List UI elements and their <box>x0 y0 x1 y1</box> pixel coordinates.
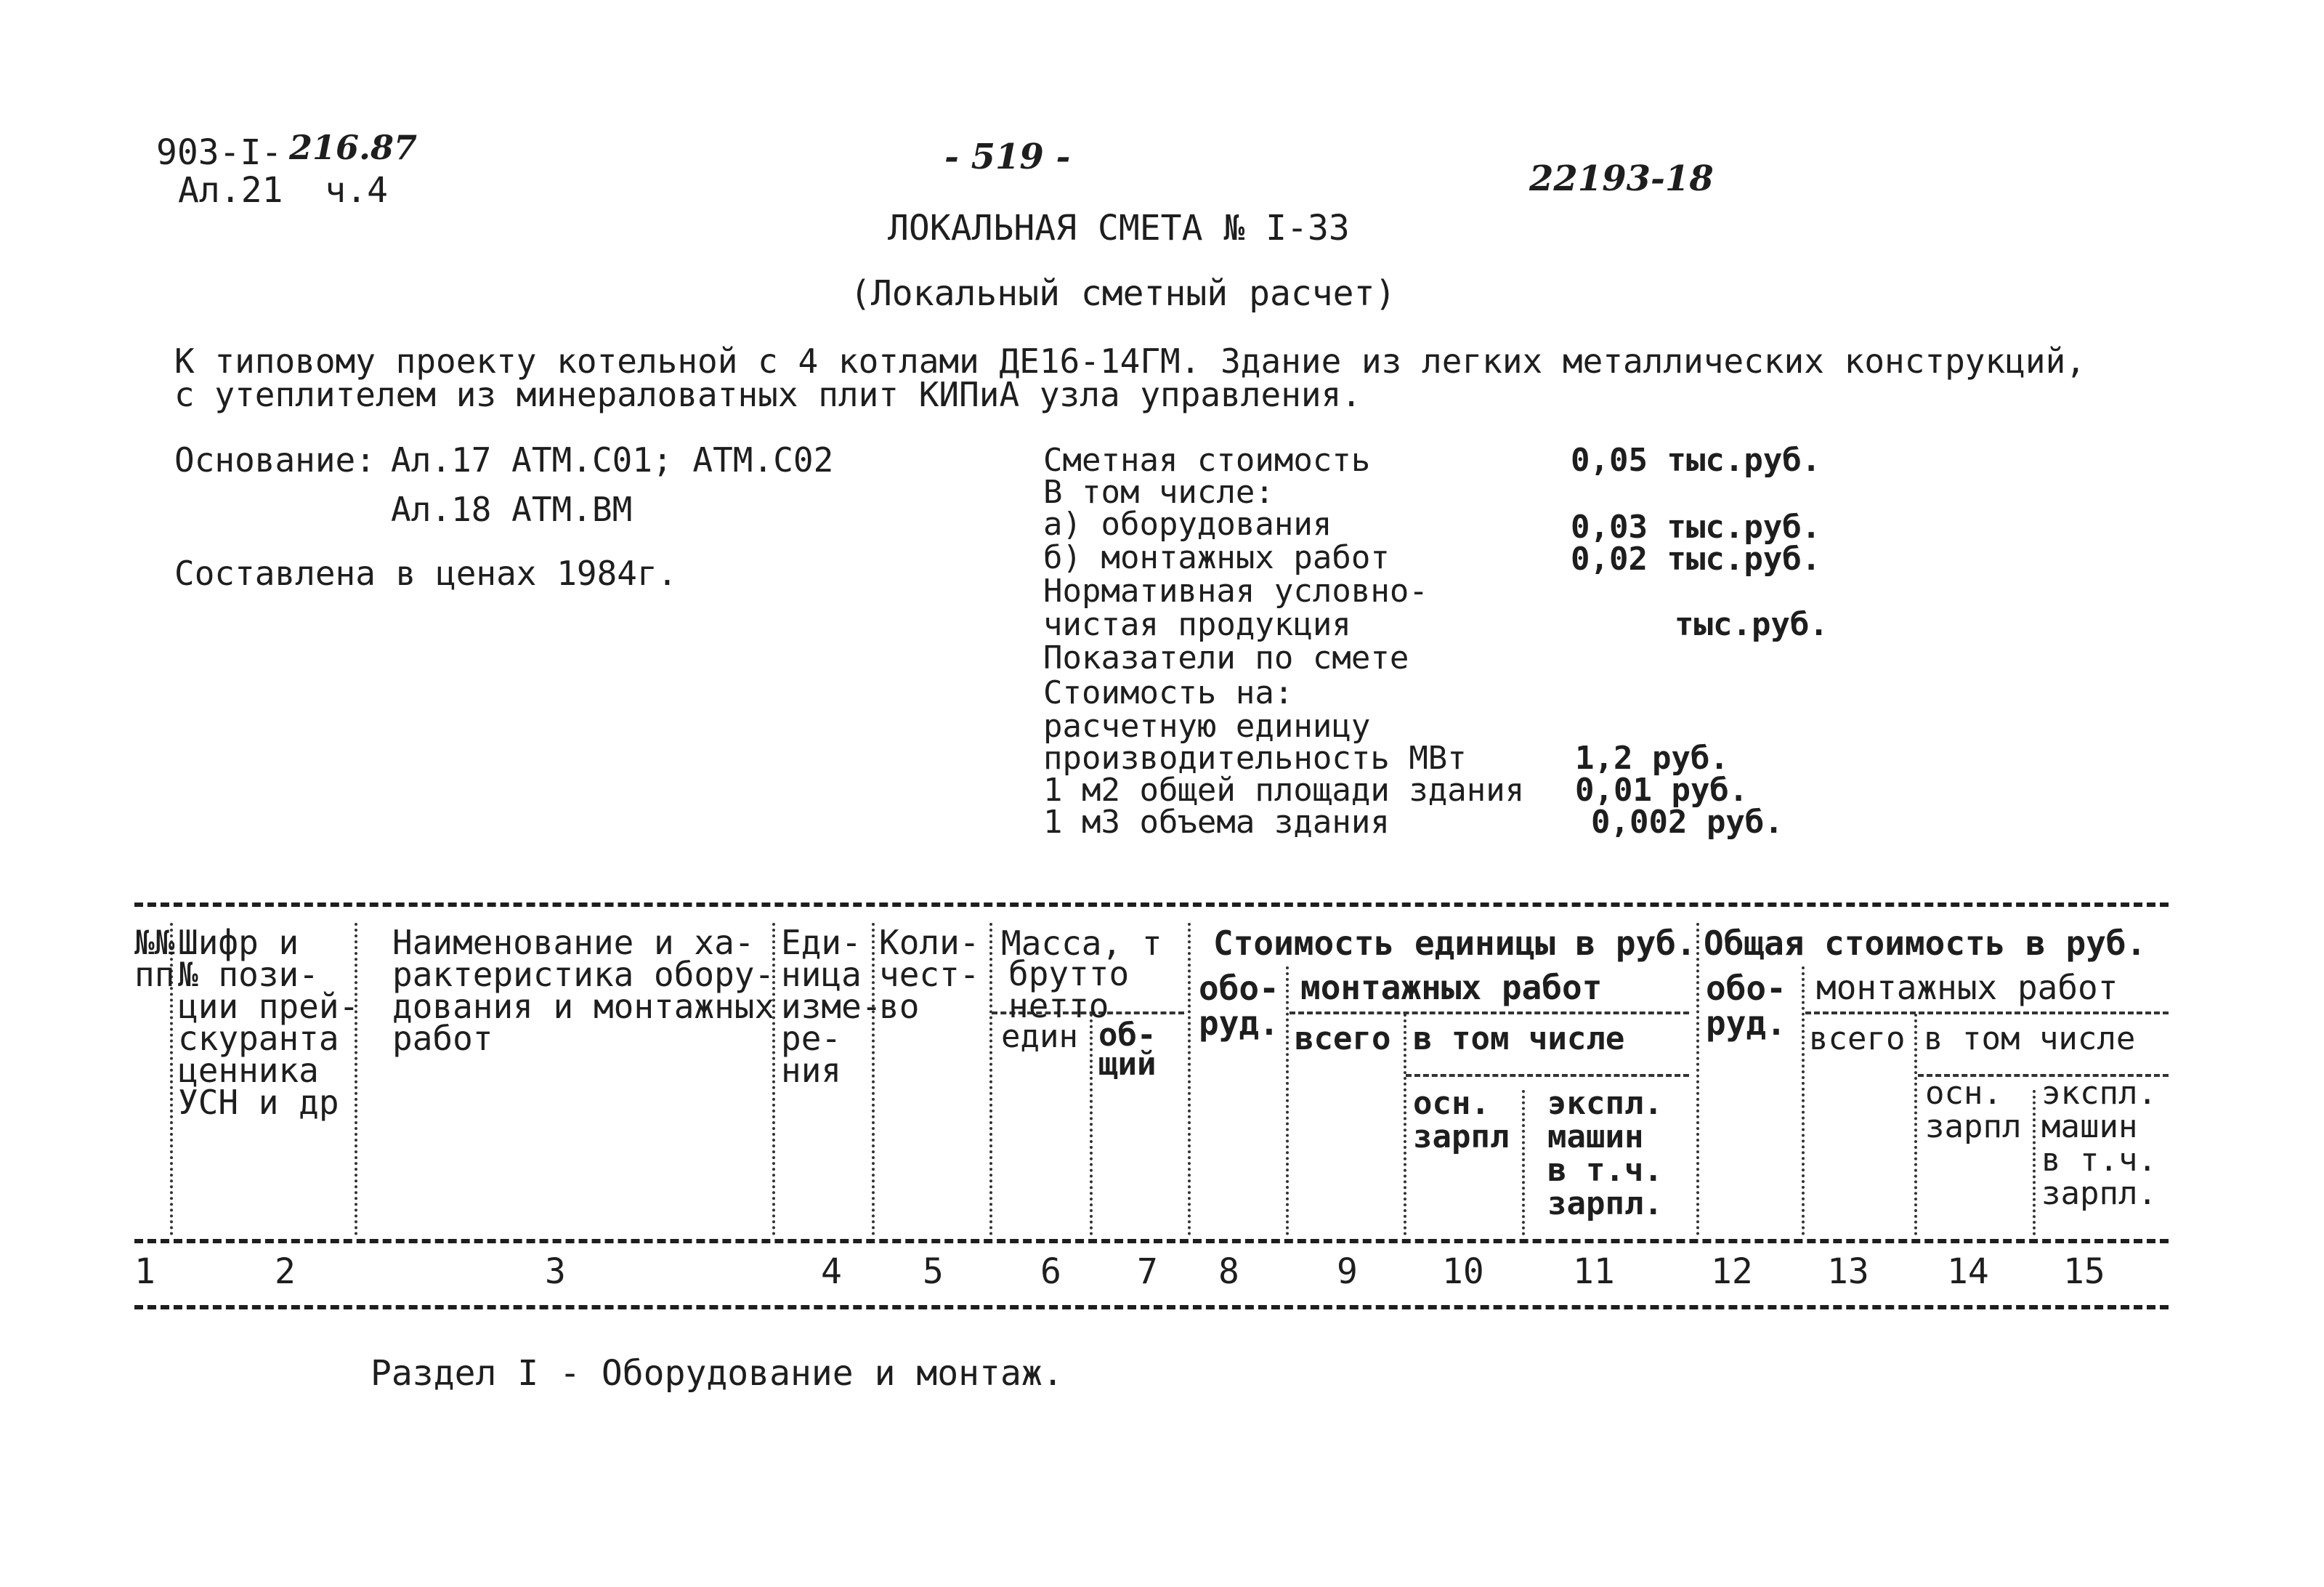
col-number: 7 <box>1137 1251 1158 1292</box>
document-number: 22193-18 <box>1529 158 1714 199</box>
summary-label: 1 м2 общей площади здания <box>1043 772 1525 809</box>
column-separator <box>989 923 992 1235</box>
basis-label: Основание: <box>174 440 376 480</box>
summary-label: Стоимость на: <box>1043 674 1294 711</box>
page-number: - 519 - <box>944 137 1071 177</box>
col-number: 8 <box>1218 1251 1239 1292</box>
col-number: 10 <box>1442 1251 1484 1292</box>
unit-montage-subrule <box>1289 1011 1689 1014</box>
summary-value: 0,002 руб. <box>1591 804 1784 841</box>
col-header-total-montage: монтажных работ <box>1816 968 2118 1007</box>
col-header-5: Коли- чест- во <box>879 923 980 1026</box>
basis-line-2: Ал.18 АТМ.ВМ <box>391 490 633 529</box>
col-number: 2 <box>275 1251 296 1292</box>
column-separator <box>1802 966 1805 1235</box>
col-header-unit-montage: монтажных работ <box>1300 968 1603 1007</box>
document-title: ЛОКАЛЬНАЯ СМЕТА № I-33 <box>888 208 1350 249</box>
series-code-handwritten: 216.87 <box>289 128 418 167</box>
summary-label: а) оборудования <box>1043 506 1332 543</box>
summary-value: 0,02 тыс.руб. <box>1571 541 1821 578</box>
summary-label: 1 м3 объема здания <box>1043 804 1390 841</box>
col-number: 1 <box>134 1251 155 1292</box>
summary-value: 1,2 руб. <box>1575 740 1729 777</box>
summary-value: 0,01 руб. <box>1575 772 1749 809</box>
col-header-total-cost: Общая стоимость в руб. <box>1704 924 2147 963</box>
column-separator <box>1404 1014 1406 1235</box>
col-header-15: экспл. машин в т.ч. зарпл. <box>2041 1075 2157 1212</box>
column-separator <box>1188 923 1191 1235</box>
col-header-3: Наименование и ха- рактеристика обору- дования и монтажных работ <box>392 923 775 1058</box>
summary-label: Показатели по смете <box>1043 639 1409 677</box>
col-header-mass-sub: брутто нетто <box>1008 954 1130 1025</box>
col-number: 11 <box>1573 1251 1615 1292</box>
series-code: 903-I- <box>156 132 283 173</box>
description-line-1: К типовому проекту котельной с 4 котлами ДЕ16-14ГМ. Здание из легких металлических конструкций, <box>174 342 2086 381</box>
col-header-6: един <box>1001 1018 1078 1055</box>
summary-label: В том числе: <box>1043 474 1274 511</box>
col-header-unit-incl: в том числе <box>1413 1020 1625 1057</box>
col-header-1: №№ пп <box>134 923 175 994</box>
col-header-8: обо- руд. <box>1199 969 1279 1043</box>
col-header-13: всего <box>1809 1020 1906 1057</box>
document-subtitle: (Локальный сметный расчет) <box>850 273 1396 314</box>
total-montage-subrule <box>1805 1011 2169 1014</box>
col-number: 3 <box>545 1251 566 1292</box>
summary-label: б) монтажных работ <box>1043 539 1390 576</box>
col-header-2: Шифр и № пози- ции прей- скуранта ценника УСН и др <box>178 923 360 1122</box>
description-line-2: с утеплителем из минераловатных плит КИПиА узла управления. <box>174 375 1361 414</box>
col-number: 9 <box>1337 1251 1358 1292</box>
unit-incl-subrule <box>1406 1074 1689 1077</box>
col-header-mass: Масса, т <box>1001 924 1162 963</box>
col-header-11: экспл. машин в т.ч. зарпл. <box>1547 1085 1663 1222</box>
summary-value: 0,03 тыс.руб. <box>1571 509 1821 546</box>
summary-label: производительность МВт <box>1043 740 1467 777</box>
section-heading: Раздел I - Оборудование и монтаж. <box>371 1353 1064 1394</box>
col-header-4: Еди- ница изме- ре- ния <box>781 923 882 1090</box>
col-header-unit-cost: Стоимость единицы в руб. <box>1213 924 1696 963</box>
basis-line-1: Ал.17 АТМ.С01; АТМ.С02 <box>391 440 834 480</box>
column-separator <box>1696 923 1699 1235</box>
album-part: Ал.21 ч.4 <box>178 170 388 211</box>
summary-label: Нормативная условно- <box>1043 573 1428 610</box>
summary-value: 0,05 тыс.руб. <box>1571 442 1821 479</box>
numbers-bottom-rule <box>134 1305 2169 1309</box>
col-number: 5 <box>923 1251 944 1292</box>
col-header-14: осн. зарпл <box>1925 1075 2022 1145</box>
column-separator <box>2033 1090 2036 1235</box>
numbers-top-rule <box>134 1239 2169 1243</box>
col-number: 4 <box>821 1251 842 1292</box>
col-header-9: всего <box>1295 1020 1391 1057</box>
col-number: 15 <box>2063 1251 2105 1292</box>
summary-label: Сметная стоимость <box>1043 442 1371 479</box>
col-number: 14 <box>1947 1251 1989 1292</box>
table-top-rule <box>134 902 2169 907</box>
column-separator <box>1522 1090 1525 1235</box>
summary-label: расчетную единицу <box>1043 708 1371 745</box>
summary-label: чистая продукция <box>1043 606 1351 643</box>
column-separator <box>1090 1014 1093 1235</box>
prices-year: Составлена в ценах 1984г. <box>174 554 678 593</box>
col-header-12: обо- руд. <box>1706 969 1786 1043</box>
col-number: 12 <box>1711 1251 1753 1292</box>
col-number: 13 <box>1827 1251 1869 1292</box>
col-number: 6 <box>1040 1251 1061 1292</box>
summary-value: тыс.руб. <box>1675 606 1829 643</box>
column-separator <box>1286 966 1289 1235</box>
col-header-total-incl: в том числе <box>1924 1020 2136 1057</box>
column-separator <box>1914 1014 1917 1235</box>
col-header-10: осн. зарпл <box>1413 1085 1510 1155</box>
col-header-7: об- щий <box>1098 1017 1157 1083</box>
